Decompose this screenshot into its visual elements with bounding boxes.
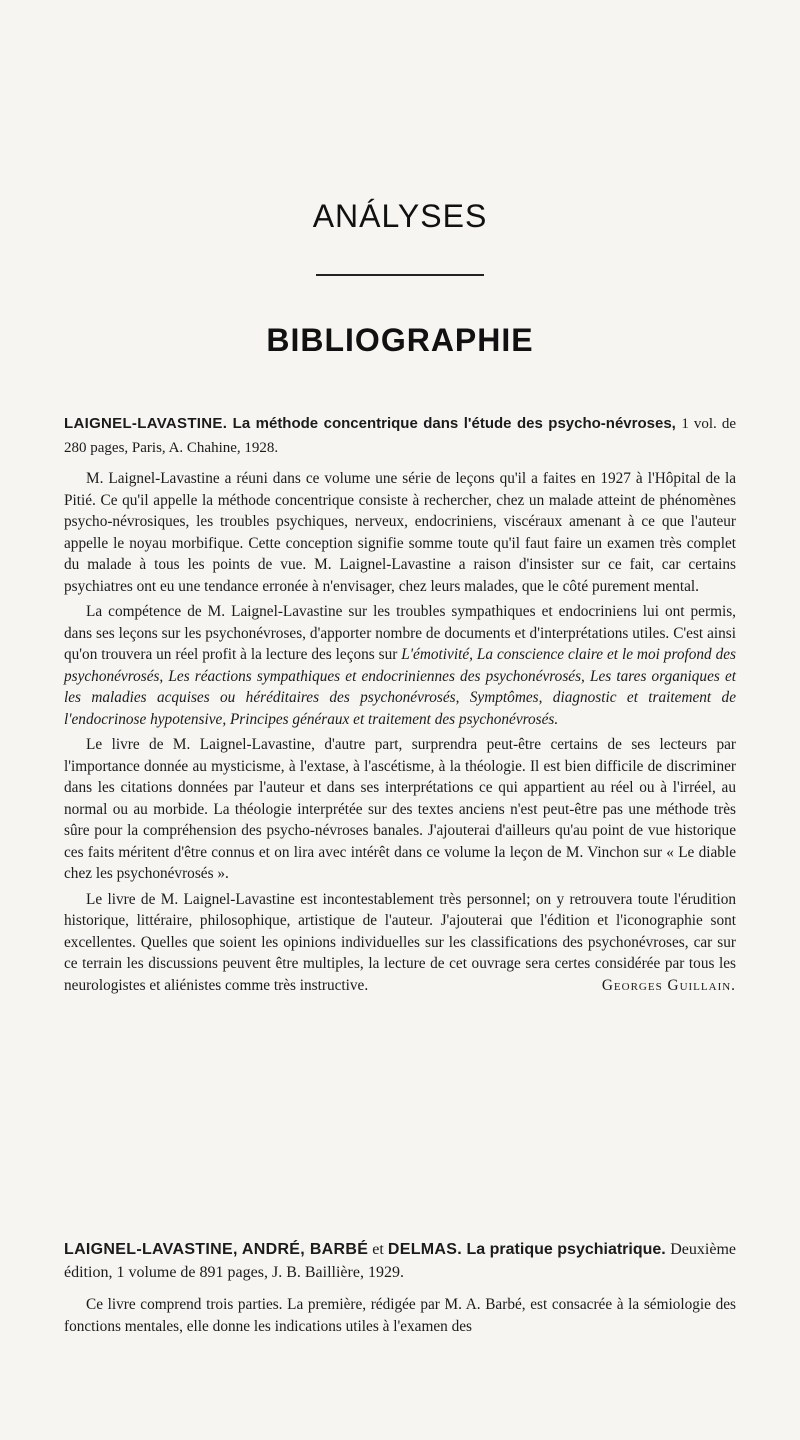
author-joiner: et [368,1241,388,1258]
entry-title: La méthode concentrique dans l'étude des psycho-névroses, [232,415,676,432]
entry-title: La pratique psychiatrique. [466,1241,666,1258]
review-entry-2 [64,1238,736,1337]
entry-publication: 1 vol. de 280 pages, Paris, A. Chahine, 1928. [64,416,737,456]
entry-author-last: DELMAS. [387,1241,462,1258]
paragraph-text: La compétence de M. Laignel-Lavastine sur les troubles sympathiques et endocriniens lui ont permis, dans ses leçons sur les psychonévroses, d'apporter nombre de documents et d'interprétations utiles. C'est ainsi qu'on trouvera un réel profit à la lecture des leçons sur [64,603,736,663]
paragraph: M. Laignel-Lavastine a réuni dans ce volume une série de leçons qu'il a faites en 1927 à l'Hôpital de la Pitié. Ce qu'il appelle la méthode concentrique consiste à rechercher, chez un malade atteint de phénomènes psycho-névrosiques, les troubles psychiques, nerveux, endocriniens, viscéraux amenant à ce que l'auteur appelle le noyau morbifique. Cette conception signifie somme toute qu'il faut faire un examen très complet du malade à tous les points de vue. M. Laignel-Lavastine a raison d'insister sur ce fait, car certains psychiatres ont eu une tendance erronée à n'envisager, chez leurs malades, que le côté purement mental. [64,470,736,595]
lesson-titles: L'émotivité, La conscience claire et le moi profond des psychonévrosés, Les réactions sympathiques et endocriniennes des psychonévrosés, Les tares organiques et les maladies acquises ou héréditaires des psychonévrosés, Symptômes, diagnostic et traitement de l'endocrinose hypotensive, Principes généraux et traitement des psychonévrosés. [64,646,736,728]
paragraph: Ce livre comprend trois parties. La première, rédigée par M. A. Barbé, est consacrée à la sémiologie des fonctions mentales, elle donne les indications utiles à l'examen des [64,1296,736,1335]
paragraph-text: Le livre de M. Laignel-Lavastine est incontestablement très personnel; on y retrouvera toute l'érudition historique, littéraire, philosophique, artistique de l'auteur. J'ajouterai que l'édition et l'iconographie sont excellentes. Quelles que soient les opinions individuelles sur les classifications des psychonévroses, car sur ce terrain les discussions peuvent être multiples, la lecture de cet ouvrage sera certes considérée par tous les neurologistes et aliénistes comme très instructive. [64,890,736,994]
entry-heading [64,412,736,460]
entry-author: LAIGNEL-LAVASTINE. [64,415,228,432]
signature: Georges Guillain. [601,976,736,994]
entry-author: LAIGNEL-LAVASTINE, ANDRÉ, BARBÉ [64,1241,369,1258]
section-title: ANÁLYSES [312,198,488,234]
paragraph [64,601,736,730]
divider-rule [316,274,484,276]
paragraph: Le livre de M. Laignel-Lavastine, d'autre part, surprendra peut-être certains de ses lecteurs par l'importance donnée au mysticisme, à l'extase, à l'ascétisme, à la théologie. Il est bien difficile de discriminer dans les citations données par l'auteur et dans ses interprétations ce qui appartient au réel ou à l'irréel, au normal ou au morbide. La théologie interprétée sur des textes anciens n'est peut-être pas une méthode très sûre pour la compréhension des psycho-névroses banales. J'ajouterai d'ailleurs qu'au point de vue historique ces faits méritent d'être connus et on lira avec intérêt dans ce volume la leçon de M. Vinchon sur « Le diable chez les psychonévrosés ». [64,736,736,882]
subsection-title: BIBLIOGRAPHIE [266,322,534,358]
page [64,0,736,1440]
entry-publication: Deuxième édition, 1 volume de 891 pages, J. B. Baillière, 1929. [64,1241,736,1281]
review-entry-1 [64,412,736,996]
paragraph [64,889,736,997]
entry-heading [64,1238,736,1284]
